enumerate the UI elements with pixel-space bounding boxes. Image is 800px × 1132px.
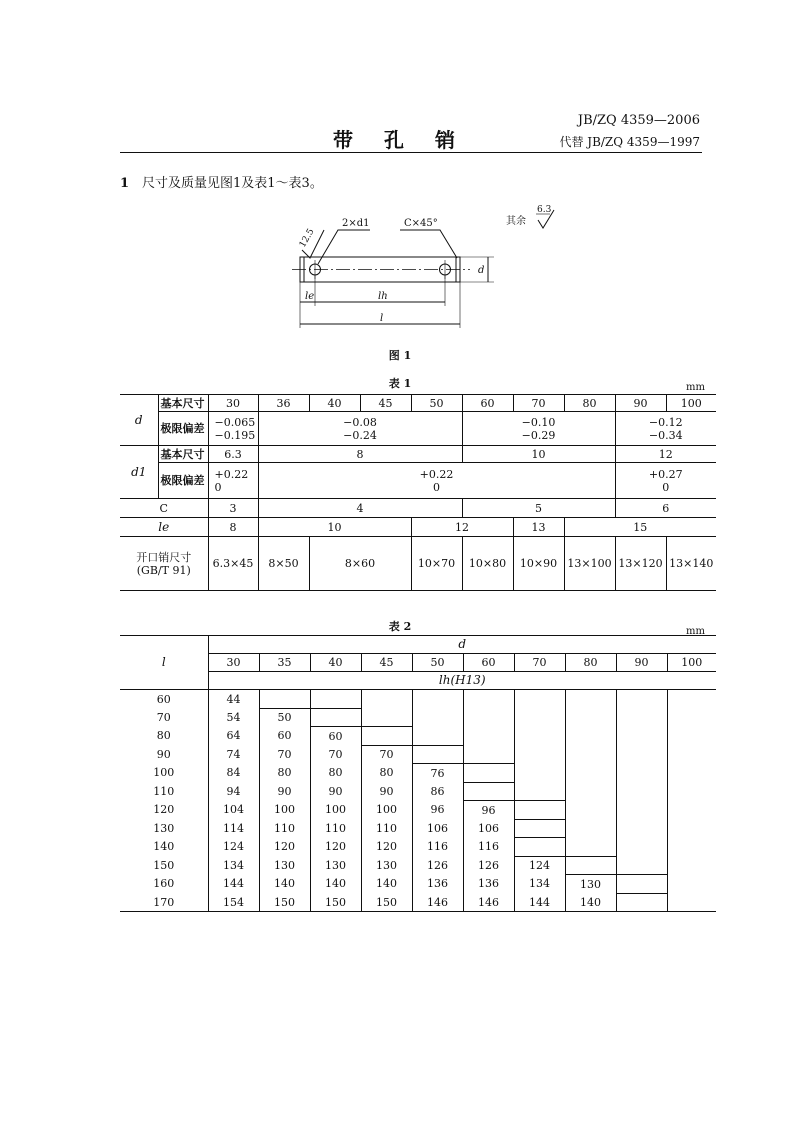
- lh-value: 120: [310, 838, 361, 857]
- lh-value: 70: [361, 745, 412, 764]
- empty-cell: [463, 782, 514, 801]
- lh-value: 116: [412, 838, 463, 857]
- empty-cell: [667, 856, 716, 875]
- table1: [120, 394, 716, 591]
- empty-cell: [616, 690, 667, 709]
- empty-cell: [463, 708, 514, 727]
- lh-label: lh: [378, 291, 388, 302]
- empty-cell: [565, 782, 616, 801]
- roughness-value: 12.5: [297, 227, 317, 250]
- cell: 6: [615, 499, 716, 518]
- d1-dev-row: [120, 463, 716, 499]
- empty-cell: [514, 838, 565, 857]
- cell: 3: [208, 499, 258, 518]
- empty-cell: [616, 764, 667, 783]
- lh-value: 64: [208, 727, 259, 746]
- cell: −0.08 −0.24: [258, 412, 462, 446]
- lh-value: 116: [463, 838, 514, 857]
- page-title: 带 孔 销: [333, 128, 467, 152]
- cell: 8×60: [309, 537, 411, 591]
- d-label: d: [478, 265, 485, 276]
- lh-value: 124: [208, 838, 259, 857]
- cell: 100: [666, 395, 716, 412]
- pin-label: 开口销尺寸 (GB/T 91): [120, 537, 208, 591]
- lh-value: 74: [208, 745, 259, 764]
- lh-value: 150: [361, 893, 412, 912]
- le-label: le: [120, 518, 208, 537]
- empty-cell: [667, 745, 716, 764]
- empty-cell: [616, 727, 667, 746]
- empty-cell: [514, 727, 565, 746]
- l-value: 150: [120, 856, 208, 875]
- lh-value: 110: [310, 819, 361, 838]
- cell: −0.10 −0.29: [462, 412, 615, 446]
- holes-label: 2×d1: [342, 218, 370, 229]
- empty-cell: [361, 727, 412, 746]
- empty-cell: [616, 819, 667, 838]
- cell: 13: [513, 518, 564, 537]
- lh-value: 96: [463, 801, 514, 820]
- table1-caption: 表 1: [388, 377, 412, 390]
- d-value: 50: [412, 654, 463, 672]
- empty-cell: [667, 708, 716, 727]
- cell: 30: [208, 395, 258, 412]
- empty-cell: [616, 856, 667, 875]
- lh-header: lh(H13): [208, 672, 716, 690]
- empty-cell: [565, 727, 616, 746]
- lh-value: 130: [310, 856, 361, 875]
- lh-value: 146: [463, 893, 514, 912]
- lh-value: 154: [208, 893, 259, 912]
- table2-header-values: [120, 654, 716, 672]
- table-row: [120, 708, 716, 727]
- lh-value: 90: [259, 782, 310, 801]
- empty-cell: [514, 801, 565, 820]
- cell: −0.065 −0.195: [208, 412, 258, 446]
- empty-cell: [565, 690, 616, 709]
- empty-cell: [463, 764, 514, 783]
- cell: 8: [208, 518, 258, 537]
- lh-value: 110: [259, 819, 310, 838]
- empty-cell: [463, 745, 514, 764]
- standard-number: JB/ZQ 4359—2006: [577, 113, 700, 128]
- lh-value: 144: [208, 875, 259, 894]
- cell: 13×140: [666, 537, 716, 591]
- lh-value: 140: [310, 875, 361, 894]
- empty-cell: [565, 819, 616, 838]
- d-value: 45: [361, 654, 412, 672]
- empty-cell: [514, 708, 565, 727]
- l-value: 100: [120, 764, 208, 783]
- lh-value: 140: [565, 893, 616, 912]
- lh-value: 96: [412, 801, 463, 820]
- le-row: [120, 518, 716, 537]
- d-basic-row: [120, 395, 716, 412]
- empty-cell: [616, 875, 667, 894]
- d1-basic-row: [120, 446, 716, 463]
- l-value: 60: [120, 690, 208, 709]
- basic-label: 基本尺寸: [158, 395, 208, 412]
- empty-cell: [616, 708, 667, 727]
- empty-cell: [565, 708, 616, 727]
- basic-label: 基本尺寸: [158, 446, 208, 463]
- cell: 70: [513, 395, 564, 412]
- empty-cell: [412, 690, 463, 709]
- l-value: 130: [120, 819, 208, 838]
- cell: 45: [360, 395, 411, 412]
- lh-value: 76: [412, 764, 463, 783]
- lh-value: 104: [208, 801, 259, 820]
- table-row: [120, 764, 716, 783]
- l-value: 120: [120, 801, 208, 820]
- empty-cell: [514, 782, 565, 801]
- cell: 36: [258, 395, 309, 412]
- d-value: 100: [667, 654, 716, 672]
- empty-cell: [514, 819, 565, 838]
- cell: 10×80: [462, 537, 513, 591]
- cell: 4: [258, 499, 462, 518]
- cell: 10×70: [411, 537, 462, 591]
- chamfer-leader: [400, 230, 457, 258]
- l-value: 80: [120, 727, 208, 746]
- table-row: [120, 893, 716, 912]
- lh-value: 140: [361, 875, 412, 894]
- lh-value: 80: [361, 764, 412, 783]
- lh-value: 126: [463, 856, 514, 875]
- cell: 13×100: [564, 537, 615, 591]
- table-row: [120, 875, 716, 894]
- empty-cell: [565, 856, 616, 875]
- roughness-rest-label: 其余: [506, 216, 526, 227]
- cell: 15: [564, 518, 716, 537]
- empty-cell: [412, 727, 463, 746]
- lh-value: 130: [259, 856, 310, 875]
- pin-row: [120, 537, 716, 591]
- lh-value: 126: [412, 856, 463, 875]
- c-label: C: [120, 499, 208, 518]
- empty-cell: [565, 838, 616, 857]
- d-value: 35: [259, 654, 310, 672]
- lh-value: 124: [514, 856, 565, 875]
- lh-value: 60: [310, 727, 361, 746]
- empty-cell: [616, 745, 667, 764]
- lh-value: 84: [208, 764, 259, 783]
- d-dev-row: [120, 412, 716, 446]
- cell: 6.3×45: [208, 537, 258, 591]
- lh-value: 134: [208, 856, 259, 875]
- d-value: 40: [310, 654, 361, 672]
- lh-value: 94: [208, 782, 259, 801]
- table-row: [120, 856, 716, 875]
- cell: 12: [411, 518, 513, 537]
- lh-value: 120: [259, 838, 310, 857]
- d-value: 30: [208, 654, 259, 672]
- cell: 6.3: [208, 446, 258, 463]
- lh-value: 80: [310, 764, 361, 783]
- lh-value: 150: [259, 893, 310, 912]
- lh-value: 110: [361, 819, 412, 838]
- cell: +0.27 0: [615, 463, 716, 499]
- table-row: [120, 782, 716, 801]
- empty-cell: [616, 782, 667, 801]
- table-row: [120, 801, 716, 820]
- cell: 50: [411, 395, 462, 412]
- lh-value: 130: [361, 856, 412, 875]
- empty-cell: [463, 727, 514, 746]
- lh-value: 134: [514, 875, 565, 894]
- empty-cell: [565, 764, 616, 783]
- lh-value: 150: [310, 893, 361, 912]
- empty-cell: [259, 690, 310, 709]
- title-rule: [120, 152, 702, 153]
- l-header: l: [120, 636, 208, 690]
- cell: 10: [258, 518, 411, 537]
- d-value: 90: [616, 654, 667, 672]
- empty-cell: [616, 838, 667, 857]
- empty-cell: [667, 782, 716, 801]
- l-value: 160: [120, 875, 208, 894]
- d-value: 60: [463, 654, 514, 672]
- empty-cell: [667, 893, 716, 912]
- empty-cell: [616, 893, 667, 912]
- lh-value: 44: [208, 690, 259, 709]
- empty-cell: [667, 690, 716, 709]
- roughness-rest-value: 6.3: [537, 205, 552, 215]
- empty-cell: [463, 690, 514, 709]
- empty-cell: [616, 801, 667, 820]
- l-value: 170: [120, 893, 208, 912]
- empty-cell: [412, 708, 463, 727]
- l-value: 70: [120, 708, 208, 727]
- empty-cell: [310, 708, 361, 727]
- empty-cell: [667, 801, 716, 820]
- pin-drawing: [280, 200, 580, 340]
- d-header: d: [208, 636, 716, 654]
- table2-header-lh: [120, 672, 716, 690]
- cell: 12: [615, 446, 716, 463]
- cell: 90: [615, 395, 666, 412]
- cell: −0.12 −0.34: [615, 412, 716, 446]
- table-row: [120, 690, 716, 709]
- lh-value: 86: [412, 782, 463, 801]
- empty-cell: [514, 745, 565, 764]
- c-row: [120, 499, 716, 518]
- d-symbol: d: [120, 395, 158, 446]
- table-row: [120, 819, 716, 838]
- table1-unit: mm: [686, 382, 705, 393]
- figure-caption: 图 1: [388, 349, 412, 362]
- lh-value: 70: [310, 745, 361, 764]
- empty-cell: [667, 727, 716, 746]
- cell: 60: [462, 395, 513, 412]
- replaces-standard: 代替 JB/ZQ 4359—1997: [559, 135, 700, 149]
- lh-value: 106: [463, 819, 514, 838]
- cell: +0.22 0: [208, 463, 258, 499]
- deviation-label: 极限偏差: [158, 412, 208, 446]
- l-label: l: [380, 313, 384, 324]
- empty-cell: [667, 819, 716, 838]
- empty-cell: [310, 690, 361, 709]
- empty-cell: [514, 764, 565, 783]
- lh-value: 100: [259, 801, 310, 820]
- section-text: 尺寸及质量见图1及表1～表3。: [142, 176, 323, 191]
- section-number: 1: [120, 176, 130, 191]
- table2-caption: 表 2: [388, 620, 412, 633]
- lh-value: 50: [259, 708, 310, 727]
- table-row: [120, 838, 716, 857]
- cell: 8: [258, 446, 462, 463]
- empty-cell: [667, 838, 716, 857]
- lh-value: 106: [412, 819, 463, 838]
- l-value: 90: [120, 745, 208, 764]
- lh-value: 60: [259, 727, 310, 746]
- d-value: 70: [514, 654, 565, 672]
- lh-value: 144: [514, 893, 565, 912]
- empty-cell: [565, 801, 616, 820]
- cell: 13×120: [615, 537, 666, 591]
- cell: 5: [462, 499, 615, 518]
- l-value: 140: [120, 838, 208, 857]
- cell: 10: [462, 446, 615, 463]
- lh-value: 80: [259, 764, 310, 783]
- le-label: le: [305, 291, 315, 302]
- cell: 40: [309, 395, 360, 412]
- empty-cell: [412, 745, 463, 764]
- chamfer-label: C×45°: [404, 218, 438, 229]
- table2-header-d: [120, 636, 716, 654]
- lh-value: 120: [361, 838, 412, 857]
- lh-value: 90: [361, 782, 412, 801]
- cell: 10×90: [513, 537, 564, 591]
- empty-cell: [565, 745, 616, 764]
- lh-value: 100: [310, 801, 361, 820]
- lh-value: 130: [565, 875, 616, 894]
- lh-value: 54: [208, 708, 259, 727]
- lh-value: 146: [412, 893, 463, 912]
- empty-cell: [667, 764, 716, 783]
- lh-value: 100: [361, 801, 412, 820]
- empty-cell: [361, 690, 412, 709]
- cell: 80: [564, 395, 615, 412]
- holes-leader: [318, 230, 370, 264]
- cell: 8×50: [258, 537, 309, 591]
- l-value: 110: [120, 782, 208, 801]
- section-heading: [120, 172, 323, 191]
- lh-value: 136: [412, 875, 463, 894]
- lh-value: 114: [208, 819, 259, 838]
- d-value: 80: [565, 654, 616, 672]
- lh-value: 140: [259, 875, 310, 894]
- table2: [120, 635, 716, 912]
- deviation-label: 极限偏差: [158, 463, 208, 499]
- table2-unit: mm: [686, 626, 705, 637]
- cell: +0.22 0: [258, 463, 615, 499]
- table-row: [120, 727, 716, 746]
- d1-symbol: d1: [120, 446, 158, 499]
- lh-value: 70: [259, 745, 310, 764]
- empty-cell: [514, 690, 565, 709]
- lh-value: 90: [310, 782, 361, 801]
- table-row: [120, 745, 716, 764]
- empty-cell: [667, 875, 716, 894]
- lh-value: 136: [463, 875, 514, 894]
- empty-cell: [361, 708, 412, 727]
